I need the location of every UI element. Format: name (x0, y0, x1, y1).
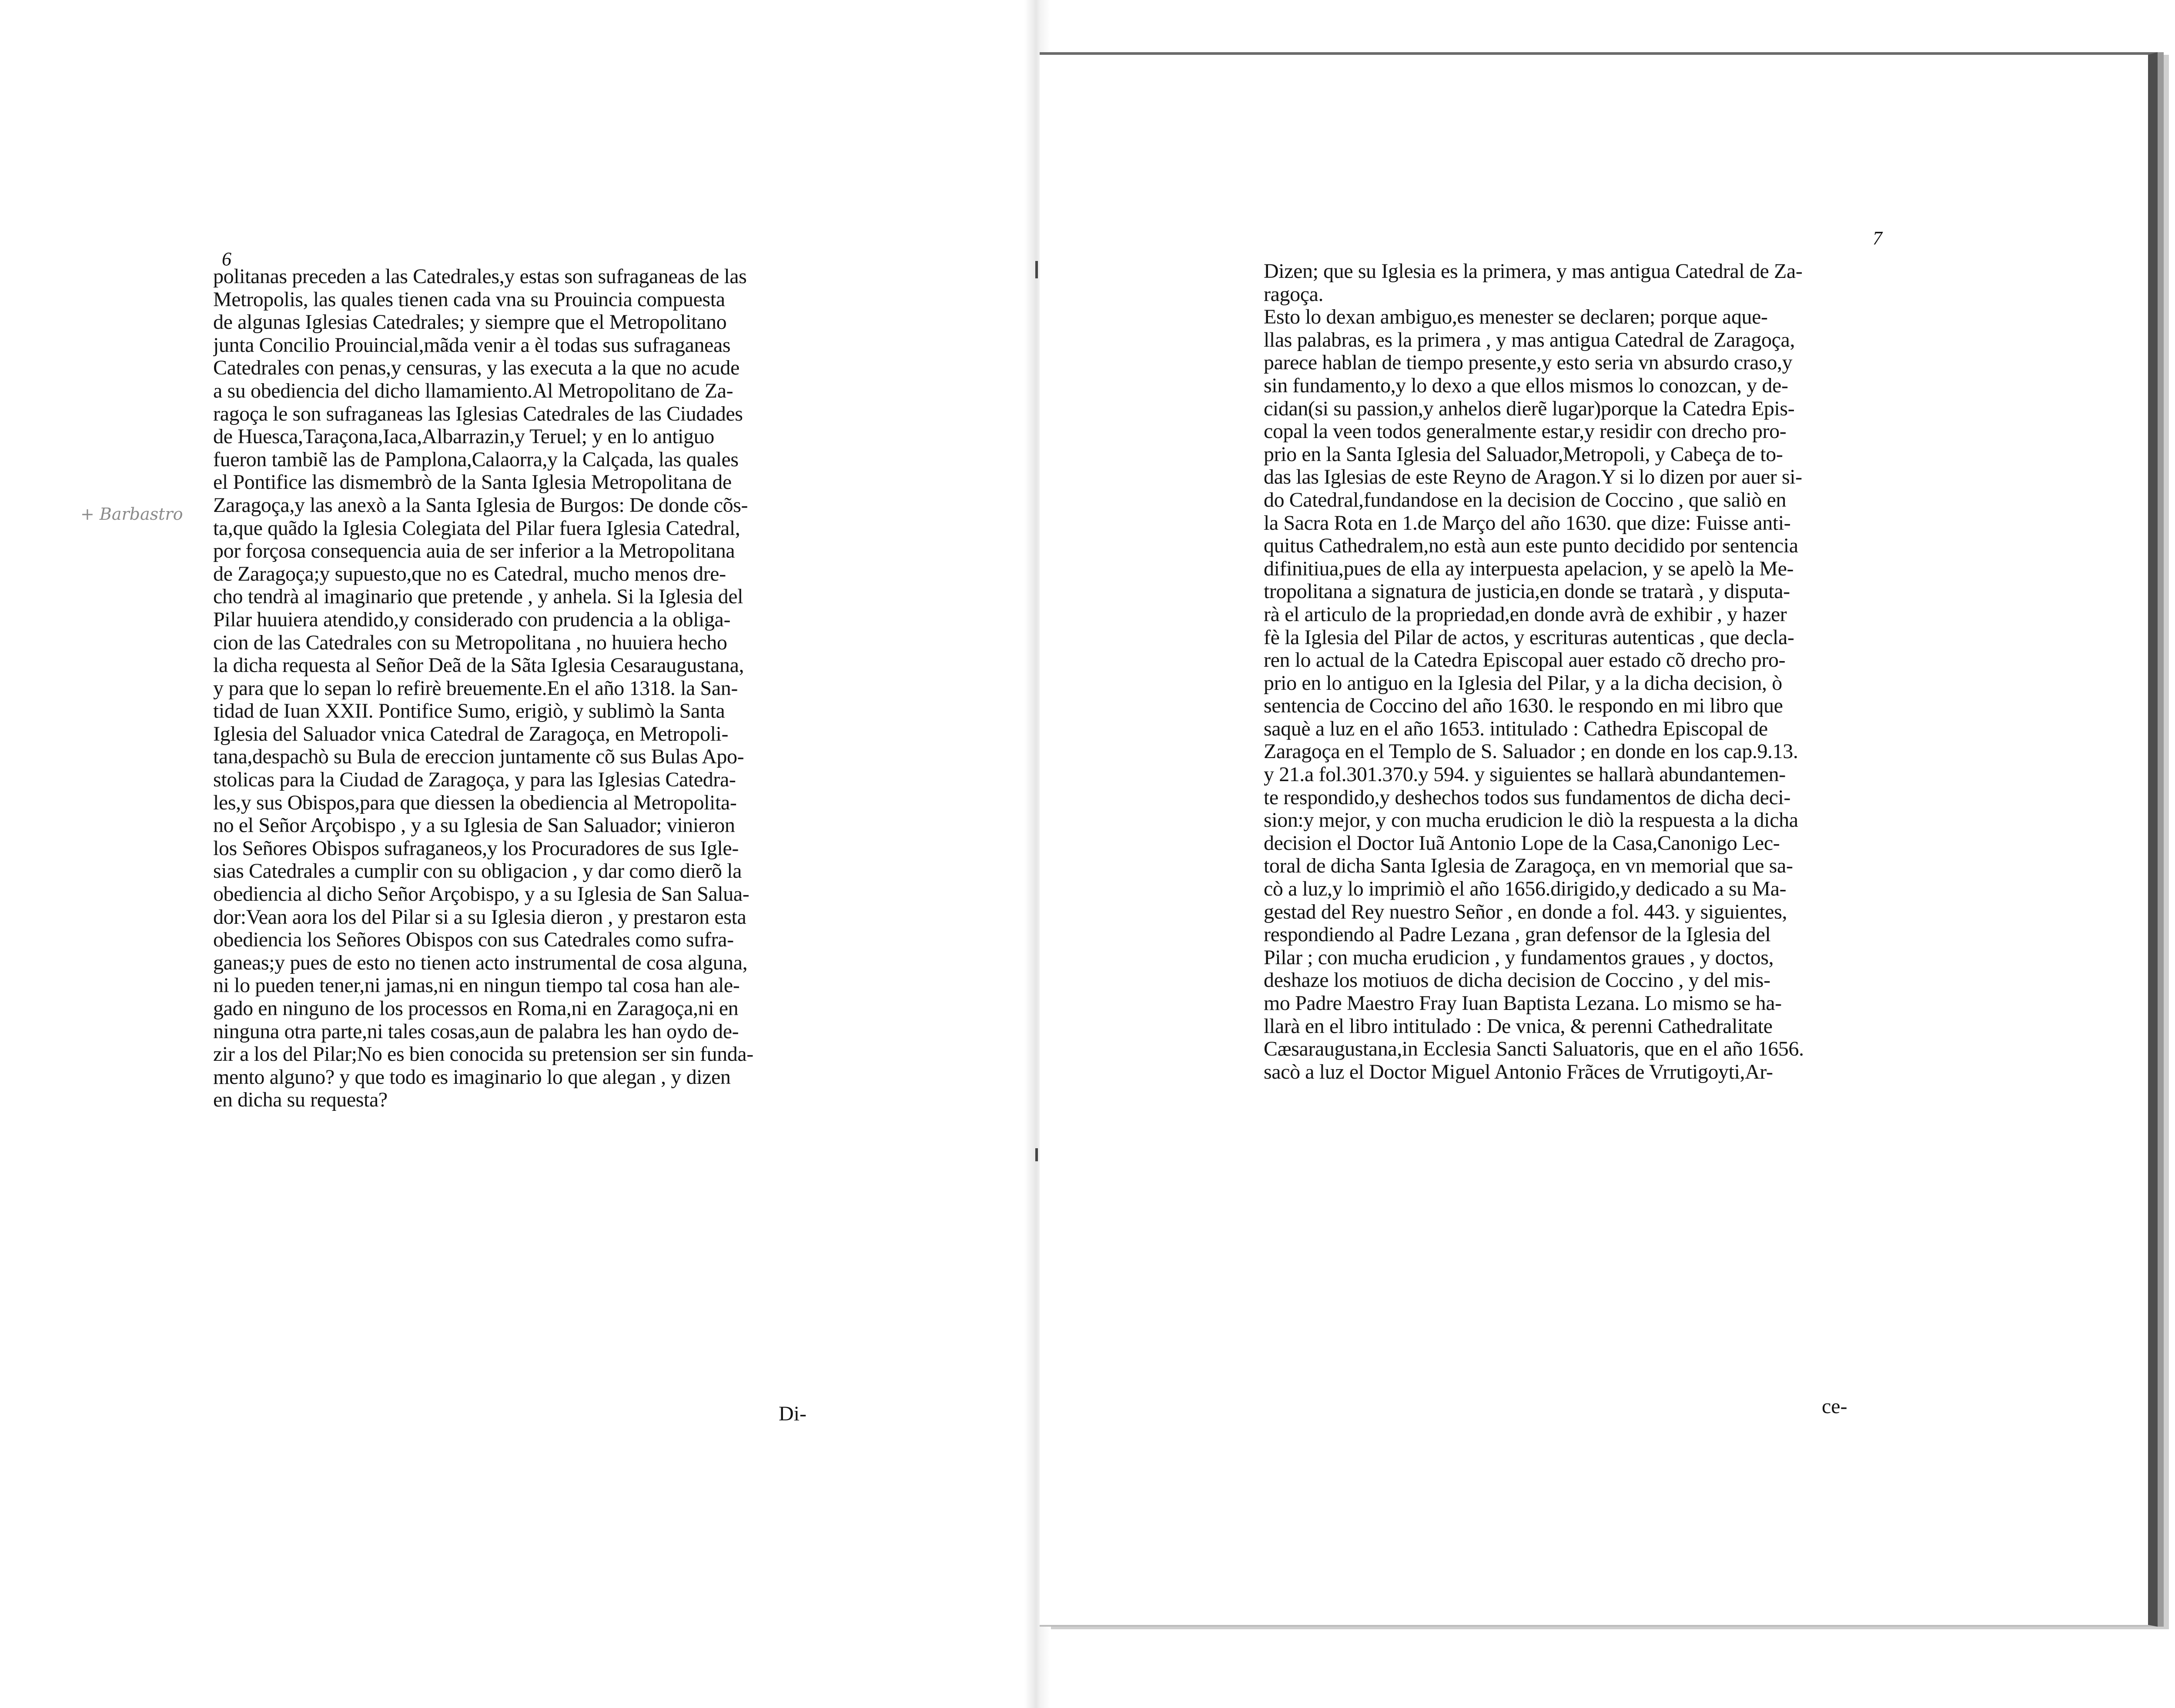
text-line: cion de las Catedrales con su Metropolitana , no huuiera hecho (213, 631, 727, 654)
text-line: y 21.a fol.301.370.y 594. y siguientes se hallarà abundantemen- (1264, 763, 1786, 786)
text-line: tana,despachò su Bula de ereccion juntamente cõ sus Bulas Apo- (213, 745, 744, 769)
text-line: a su obediencia del dicho llamamiento.Al Metropolitano de Za- (213, 379, 733, 402)
text-line: les,y sus Obispos,para que diessen la obediencia al Metropolita- (213, 791, 737, 814)
text-line: gestad del Rey nuestro Señor , en donde a fol. 443. y siguientes, (1264, 900, 1787, 923)
text-line: sion:y mejor, y con mucha erudicion le diò la respuesta a la dicha (1264, 809, 1798, 832)
text-line: sias Catedrales a cumplir con su obligacion , y dar como dierõ la (213, 860, 742, 883)
text-line: ninguna otra parte,ni tales cosas,aun de palabra les han oydo de- (213, 1020, 739, 1043)
text-line: no el Señor Arçobispo , y a su Iglesia de San Saluador; vinieron (213, 814, 735, 837)
text-line: cò a luz,y lo imprimiò el año 1656.dirigido,y dedicado a su Ma- (1264, 878, 1787, 901)
gutter-ink-mark (1035, 261, 1038, 278)
text-line: el Pontifice las dismembrò de la Santa Iglesia Metropolitana de (213, 471, 732, 494)
text-line: Catedrales con penas,y censuras, y las executa a la que no acude (213, 357, 740, 380)
right-page-text (1264, 260, 1903, 1083)
text-line: toral de dicha Santa Iglesia de Zaragoça, en vn memorial que sa- (1264, 855, 1793, 878)
text-line: ren lo actual de la Catedra Episcopal auer estado cõ drecho pro- (1264, 649, 1786, 672)
text-line: politanas preceden a las Catedrales,y estas son sufraganeas de las (213, 265, 747, 288)
text-line: ta,que quãdo la Iglesia Colegiata del Pilar fuera Iglesia Catedral, (213, 517, 740, 540)
text-line: por forçosa consequencia auia de ser inferior a la Metropolitana (213, 540, 735, 563)
text-line: obediencia los Señores Obispos con sus Catedrales como sufra- (213, 929, 734, 952)
text-line: dor:Vean aora los del Pilar si a su Iglesia dieron , y prestaron esta (213, 906, 746, 929)
text-line: deshaze los motiuos de dicha decision de Coccino , y del mis- (1264, 969, 1770, 992)
text-line: obediencia al dicho Señor Arçobispo, y a su Iglesia de San Salua- (213, 883, 750, 906)
text-line: sin fundamento,y lo dexo a que ellos mismos lo conozcan, y de- (1264, 374, 1788, 397)
text-line: prio en la Santa Iglesia del Saluador,Metropoli, y Cabeça de to- (1264, 443, 1783, 466)
text-line: sentencia de Coccino del año 1630. le respondo en mi libro que (1264, 695, 1783, 718)
text-line: Esto lo dexan ambiguo,es menester se declaren; porque aque- (1264, 306, 1768, 329)
text-line: parece hablan de tiempo presente,y esto seria vn absurdo craso,y (1264, 351, 1793, 374)
text-line: Metropolis, las quales tienen cada vna su Prouincia compuesta (213, 288, 725, 311)
handwritten-margin-note: + Barbastro (80, 505, 183, 524)
text-line: junta Concilio Prouincial,mãda venir a èl todas sus sufraganeas (213, 334, 731, 357)
text-line: mento alguno? y que todo es imaginario lo que alegan , y dizen (213, 1066, 731, 1089)
text-line: Pilar ; con mucha erudicion , y fundamentos graues , y doctos, (1264, 946, 1774, 969)
left-page-number: 6 (222, 248, 231, 270)
text-line: saquè a luz en el año 1653. intitulado : Cathedra Episcopal de (1264, 717, 1768, 740)
text-line: fè la Iglesia del Pilar de actos, y escrituras autenticas , que decla- (1264, 626, 1794, 649)
gutter-ink-mark (1035, 1148, 1038, 1161)
text-line: gado en ninguno de los processos en Roma,ni en Zaragoça,ni en (213, 997, 739, 1020)
text-line: zir a los del Pilar;No es bien conocida su pretension ser sin funda- (213, 1043, 753, 1066)
text-line: de Zaragoça;y supuesto,que no es Catedral, mucho menos dre- (213, 562, 726, 585)
text-line: de algunas Iglesias Catedrales; y siempre que el Metropolitano (213, 311, 727, 334)
text-line: tidad de Iuan XXII. Pontifice Sumo, erigiò, y sublimò la Santa (213, 700, 725, 723)
text-line: das las Iglesias de este Reyno de Aragon.Y si lo dizen por auer si- (1264, 466, 1802, 489)
right-page-number: 7 (1873, 227, 1882, 249)
text-line: ragoça. (1264, 283, 1324, 306)
right-catchword: ce- (1822, 1395, 1847, 1418)
text-line: mo Padre Maestro Fray Iuan Baptista Lezana. Lo mismo se ha- (1264, 992, 1782, 1015)
text-line: sacò a luz el Doctor Miguel Antonio Frãces de Vrrutigoyti,Ar- (1264, 1060, 1773, 1083)
text-line: stolicas para la Ciudad de Zaragoça, y para las Iglesias Catedra- (213, 769, 736, 792)
text-line: los Señores Obispos sufraganeos,y los Procuradores de sus Igle- (213, 837, 739, 860)
text-line: te respondido,y deshechos todos sus fundamentos de dicha deci- (1264, 786, 1790, 809)
text-line: de Huesca,Taraçona,Iaca,Albarrazin,y Teruel; y en lo antiguo (213, 425, 714, 448)
text-line: ragoça le son sufraganeas las Iglesias Catedrales de las Ciudades (213, 402, 743, 425)
text-line: ni lo pueden tener,ni jamas,ni en ningun tiempo tal cosa han ale- (213, 974, 740, 997)
text-line: la Sacra Rota en 1.de Março del año 1630. que dize: Fuisse anti- (1264, 511, 1791, 535)
text-line: ganeas;y pues de esto no tienen acto instrumental de cosa alguna, (213, 951, 748, 974)
text-line: fueron tambiẽ las de Pamplona,Calaorra,y la Calçada, las quales (213, 448, 739, 471)
text-line: quitus Cathedralem,no està aun este punto decidido por sentencia (1264, 535, 1798, 558)
text-line: Dizen; que su Iglesia es la primera, y mas antigua Catedral de Za- (1264, 260, 1803, 283)
text-line: llarà en el libro intitulado : De vnica, & perenni Cathedralitate (1264, 1015, 1773, 1038)
text-line: cho tendrà al imaginario que pretende , y anhela. Si la Iglesia del (213, 585, 743, 608)
text-line: y para que lo sepan lo refirè breuemente.En el año 1318. la San- (213, 677, 738, 700)
text-line: Zaragoça en el Templo de S. Saluador ; en donde en los cap.9.13. (1264, 740, 1798, 763)
text-line: en dicha su requesta? (213, 1089, 388, 1112)
text-line: llas palabras, es la primera , y mas antigua Catedral de Zaragoça, (1264, 328, 1795, 351)
text-line: do Catedral,fundandose en la decision de Coccino , que saliò en (1264, 488, 1787, 511)
text-line: difinitiua,pues de ella ay interpuesta apelacion, y se apelò la Me- (1264, 557, 1794, 580)
text-line: Iglesia del Saluador vnica Catedral de Zaragoça, en Metropoli- (213, 722, 729, 745)
left-catchword: Di- (779, 1402, 806, 1425)
text-line: copal la veen todos generalmente estar,y residir con drecho pro- (1264, 420, 1787, 443)
text-line: Pilar huuiera atendido,y considerado con prudencia a la obliga- (213, 608, 731, 631)
text-line: la dicha requesta al Señor Deã de la Sãta Iglesia Cesaraugustana, (213, 654, 744, 677)
text-line: prio en lo antiguo en la Iglesia del Pilar, y a la dicha decision, ò (1264, 672, 1782, 695)
text-line: decision el Doctor Iuã Antonio Lope de la Casa,Canonigo Lec- (1264, 832, 1780, 855)
text-line: respondiendo al Padre Lezana , gran defensor de la Iglesia del (1264, 923, 1771, 946)
left-page-text (213, 265, 853, 1112)
text-line: tropolitana a signatura de justicia,en donde se tratarà , y disputa- (1264, 580, 1790, 603)
text-line: Zaragoça,y las anexò a la Santa Iglesia de Burgos: De donde cõs- (213, 494, 748, 517)
text-line: rà el articulo de la propriedad,en donde avrà de exhibir , y hazer (1264, 603, 1787, 626)
text-line: cidan(si su passion,y anhelos dierẽ lugar)porque la Catedra Epis- (1264, 397, 1795, 420)
text-line: Cæsaraugustana,in Ecclesia Sancti Saluatoris, que en el año 1656. (1264, 1038, 1804, 1061)
